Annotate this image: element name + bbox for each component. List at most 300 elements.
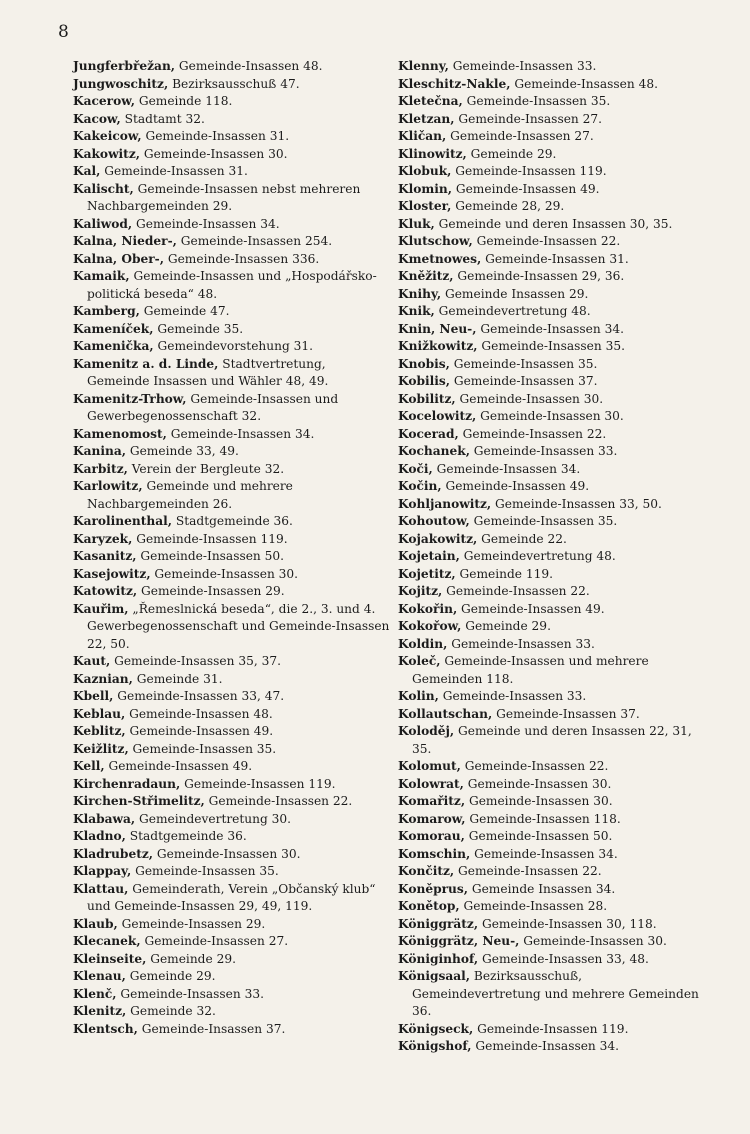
entry-headword: Kobilis, <box>398 374 450 388</box>
entry-detail: Gemeinde-Insassen 37. <box>492 706 640 721</box>
index-entry <box>398 408 708 426</box>
entry-headword: Kalna, Nieder-, <box>73 234 177 248</box>
entry-headword: Knobis, <box>398 356 450 371</box>
entry-headword: Kletečna, <box>398 94 463 108</box>
index-entry <box>398 443 708 461</box>
entry-headword: Klutschow, <box>398 234 473 248</box>
entry-headword: Kladno, <box>73 829 126 843</box>
entry-headword: Kochanek, <box>398 444 470 458</box>
entry-headword: Kacow, <box>73 111 121 126</box>
index-entry <box>398 828 708 846</box>
entry-detail: Gemeinde-Insassen 48. <box>125 706 273 721</box>
entry-headword: Kleschitz-Nakle, <box>398 76 511 91</box>
entry-detail: Gemeinde-Insassen 22. <box>460 759 609 773</box>
entry-headword: Klinowitz, <box>398 146 467 161</box>
entry-detail: Gemeinde 119. <box>455 566 554 581</box>
entry-headword: Kirchenradaun, <box>73 776 181 791</box>
entry-headword: Kočin, <box>398 479 442 493</box>
entry-detail: Gemeinde-Insassen 34. <box>476 321 624 336</box>
entry-detail: Gemeinde-Insassen 33. <box>116 986 264 1001</box>
entry-detail: Gemeinde 32. <box>126 1004 216 1018</box>
entry-headword: Koněprus, <box>398 881 468 896</box>
entry-headword: Koldin, <box>398 636 448 651</box>
index-entry <box>398 968 708 1021</box>
entry-headword: Komschin, <box>398 846 471 861</box>
entry-detail: Gemeinde-Insassen 34. <box>470 846 618 861</box>
index-entry <box>73 461 391 479</box>
entry-headword: Kell, <box>73 759 105 773</box>
index-entry <box>398 706 708 724</box>
entry-detail: Gemeinde-Insassen 29, 36. <box>453 269 625 283</box>
entry-headword: Klecanek, <box>73 934 141 948</box>
entry-detail: Gemeinde-Insassen 30. <box>519 934 667 948</box>
entry-detail: Gemeinde 22. <box>477 531 567 546</box>
entry-detail: Gemeinde 29. <box>146 951 236 966</box>
index-entry <box>398 951 708 969</box>
entry-headword: Kocelowitz, <box>398 409 477 423</box>
entry-headword: Keblitz, <box>73 724 126 738</box>
entry-headword: Kletzan, <box>398 111 455 126</box>
entry-headword: Kohljanowitz, <box>398 496 492 511</box>
entry-headword: Königshof, <box>398 1039 472 1053</box>
entry-detail: Gemeinde-Insassen 30. <box>150 566 299 581</box>
entry-detail: Gemeinde-Insassen 49. <box>125 724 274 738</box>
entry-detail: Stadtgemeinde 36. <box>172 514 293 528</box>
entry-headword: Koleč, <box>398 654 441 668</box>
entry-headword: Kličan, <box>398 129 447 143</box>
entry-detail: Gemeinde-Insassen 30. <box>465 794 613 808</box>
entry-headword: Končitz, <box>398 864 455 878</box>
entry-detail: Gemeinde-Insassen 30. <box>463 776 612 791</box>
index-entry <box>398 566 708 584</box>
index-entry <box>73 583 391 601</box>
index-entry <box>73 741 391 759</box>
index-entry <box>398 496 708 514</box>
entry-detail: Stadtamt 32. <box>120 111 205 126</box>
index-entry <box>73 776 391 794</box>
index-entry <box>73 303 391 321</box>
index-entry <box>73 916 391 934</box>
entry-detail: Gemeinde 118. <box>134 94 233 108</box>
entry-headword: Klenč, <box>73 986 117 1001</box>
index-entry <box>73 828 391 846</box>
entry-headword: Kaliwod, <box>73 216 133 231</box>
entry-detail: Gemeinde-Insassen 118. <box>465 811 621 826</box>
entry-detail: Gemeinde-Insassen 22. <box>442 584 590 598</box>
entry-detail: Gemeinde-Insassen 33. <box>448 59 597 73</box>
page-number: 8 <box>58 22 69 42</box>
index-entry <box>73 338 391 356</box>
entry-detail: Gemeinde-Insassen 35. <box>131 864 279 878</box>
entry-detail: Bezirksausschuß, Gemeindevertretung und mehrere Gemeinden 36. <box>412 969 699 1018</box>
entry-headword: Kasanitz, <box>73 549 137 563</box>
entry-headword: Kokořin, <box>398 601 458 616</box>
entry-detail: Gemeinde-Insassen 33, 50. <box>491 496 662 511</box>
index-entry <box>398 461 708 479</box>
entry-headword: Klentsch, <box>73 1021 138 1036</box>
entry-detail: Gemeinde-Insassen 22. <box>454 864 602 878</box>
index-entry <box>73 391 391 426</box>
entry-detail: Gemeinde-Insassen 119. <box>473 1021 629 1036</box>
index-entry <box>73 846 391 864</box>
entry-headword: Kojetitz, <box>398 566 456 581</box>
index-entry <box>398 811 708 829</box>
index-entry <box>398 198 708 216</box>
entry-detail: Gemeinde-Insassen 35, 37. <box>110 654 281 668</box>
entry-detail: Gemeinde Insassen 34. <box>467 881 616 896</box>
entry-headword: Knižkowitz, <box>398 339 478 353</box>
entry-detail: Gemeindevorstehung 31. <box>153 339 314 353</box>
index-entry <box>73 671 391 689</box>
entry-headword: Kamenitz-Trhow, <box>73 391 187 406</box>
entry-detail: Gemeinde-Insassen 22. <box>204 794 353 808</box>
entry-detail: Gemeinde-Insassen 34. <box>166 426 315 441</box>
entry-detail: Stadtgemeinde 36. <box>125 829 247 843</box>
entry-detail: Gemeinde-Insassen 31. <box>481 251 629 266</box>
entry-detail: Gemeinde 33, 49. <box>125 444 239 458</box>
entry-detail: Gemeinde 29. <box>466 146 557 161</box>
entry-headword: Kaznian, <box>73 671 133 686</box>
index-entry <box>73 1003 391 1021</box>
index-entry <box>73 881 391 916</box>
index-entry <box>73 653 391 671</box>
index-entry <box>73 146 391 164</box>
index-entry <box>398 93 708 111</box>
entry-detail: Gemeinde-Insassen 33. <box>447 636 595 651</box>
index-entry <box>73 951 391 969</box>
index-entry <box>73 933 391 951</box>
entry-headword: Kloster, <box>398 199 452 213</box>
index-entry <box>398 898 708 916</box>
index-entry <box>398 1038 708 1056</box>
entry-detail: Gemeinde 31. <box>132 671 223 686</box>
entry-headword: Kojakowitz, <box>398 531 478 546</box>
entry-detail: Gemeinde-Insassen 34. <box>432 461 581 476</box>
entry-detail: Gemeinde-Insassen 30. <box>153 846 301 861</box>
entry-headword: Kojitz, <box>398 584 443 598</box>
entry-headword: Kolin, <box>398 689 439 703</box>
index-entry <box>73 548 391 566</box>
entry-detail: Gemeinde-Insassen und mehrere Gemeinden 118. <box>412 654 649 686</box>
entry-detail: Gemeinde-Insassen 33, 47. <box>113 689 285 703</box>
index-entry <box>73 181 391 216</box>
index-entry <box>73 268 391 303</box>
entry-headword: Karbitz, <box>73 461 128 476</box>
index-entry <box>73 1021 391 1039</box>
entry-headword: Karyzek, <box>73 531 133 546</box>
entry-headword: Kojetain, <box>398 549 460 563</box>
entry-detail: Gemeinde-Insassen 28. <box>459 899 608 913</box>
index-entry <box>398 373 708 391</box>
index-entry <box>73 793 391 811</box>
entry-headword: Karolinenthal, <box>73 514 173 528</box>
index-entry <box>398 303 708 321</box>
entry-headword: Kasejowitz, <box>73 566 151 581</box>
entry-detail: Gemeinde-Insassen 119. <box>451 164 607 178</box>
index-column-right <box>398 58 708 1056</box>
entry-headword: Kbell, <box>73 689 114 703</box>
entry-detail: Gemeindevertretung 48. <box>459 549 616 563</box>
entry-detail: Gemeindevertretung 48. <box>434 304 591 318</box>
entry-detail: Gemeinde 47. <box>139 304 230 318</box>
entry-detail: Gemeinde-Insassen 27. <box>454 111 603 126</box>
entry-detail: Gemeinde-Insassen 30. <box>455 391 604 406</box>
entry-detail: Gemeinderath, Verein „Občanský klub“ und Gemeinde-Insassen 29, 49, 119. <box>87 881 376 913</box>
index-entry <box>398 128 708 146</box>
entry-detail: Stadtvertretung, Gemeinde Insassen und Wähler 48, 49. <box>87 356 329 388</box>
entry-headword: Komarow, <box>398 811 466 826</box>
index-entry <box>398 723 708 758</box>
index-entry <box>73 513 391 531</box>
entry-headword: Kamaik, <box>73 269 130 283</box>
index-entry <box>73 128 391 146</box>
entry-headword: Jungferbřežan, <box>73 59 176 73</box>
index-entry <box>73 531 391 549</box>
entry-detail: „Řemeslnická beseda“, die 2., 3. und 4. Gewerbegenossenschaft und Gemeinde-Insassen 22, 50. <box>87 601 390 651</box>
entry-detail: Gemeinde-Insassen 37. <box>137 1021 286 1036</box>
index-entry <box>398 163 708 181</box>
entry-headword: Klenitz, <box>73 1004 127 1018</box>
entry-headword: Komorau, <box>398 829 465 843</box>
entry-headword: Koloděj, <box>398 724 455 738</box>
entry-headword: Kalischt, <box>73 181 134 196</box>
entry-detail: Gemeinde-Insassen nebst mehreren Nachbargemeinden 29. <box>87 181 361 213</box>
index-entry <box>73 76 391 94</box>
entry-detail: Gemeinde-Insassen 29. <box>117 916 266 931</box>
entry-detail: Gemeinde-Insassen 48. <box>510 76 658 91</box>
entry-headword: Jungwoschitz, <box>73 76 169 91</box>
index-entry <box>398 146 708 164</box>
index-entry <box>398 321 708 339</box>
index-entry <box>73 443 391 461</box>
index-entry <box>73 566 391 584</box>
entry-headword: Kirchen-Střimelitz, <box>73 794 205 808</box>
entry-detail: Gemeinde-Insassen 336. <box>163 251 320 266</box>
index-entry <box>73 758 391 776</box>
index-entry <box>398 268 708 286</box>
entry-headword: Königseck, <box>398 1021 474 1036</box>
index-entry <box>398 636 708 654</box>
entry-detail: Gemeinde-Insassen 34. <box>471 1039 620 1053</box>
entry-headword: Königinhof, <box>398 951 479 966</box>
entry-headword: Kollautschan, <box>398 706 493 721</box>
index-entry <box>398 863 708 881</box>
entry-headword: Kamenomost, <box>73 426 167 441</box>
entry-detail: Gemeinde-Insassen 119. <box>180 776 336 791</box>
index-entry <box>398 356 708 374</box>
index-entry <box>398 548 708 566</box>
entry-detail: Gemeinde-Insassen 49. <box>104 759 253 773</box>
entry-headword: Klappay, <box>73 864 132 878</box>
entry-headword: Klenny, <box>398 59 449 73</box>
entry-headword: Klenau, <box>73 969 126 983</box>
entry-headword: Knin, Neu-, <box>398 321 477 336</box>
index-entry <box>398 653 708 688</box>
index-entry <box>398 216 708 234</box>
entry-detail: Gemeinde-Insassen 30, 118. <box>478 916 657 931</box>
entry-detail: Gemeinde-Insassen 22. <box>472 234 621 248</box>
entry-detail: Gemeinde-Insassen 49. <box>457 601 605 616</box>
index-entry <box>398 233 708 251</box>
entry-headword: Kaut, <box>73 654 111 668</box>
entry-headword: Kakowitz, <box>73 146 140 161</box>
index-entry <box>73 478 391 513</box>
entry-detail: Gemeinde und deren Insassen 30, 35. <box>434 216 673 231</box>
entry-headword: Koči, <box>398 461 433 476</box>
entry-headword: Kameníček, <box>73 321 154 336</box>
index-entry <box>73 356 391 391</box>
index-entry <box>398 793 708 811</box>
entry-detail: Gemeinde-Insassen 30. <box>476 409 624 423</box>
entry-detail: Gemeinde-Insassen 33, 48. <box>478 951 649 966</box>
entry-headword: Komařitz, <box>398 794 466 808</box>
entry-headword: Kocerad, <box>398 426 459 441</box>
entry-detail: Gemeinde-Insassen 35. <box>469 514 618 528</box>
entry-detail: Gemeinde-Insassen und Gewerbegenossenschaft 32. <box>87 391 339 423</box>
index-entry <box>398 76 708 94</box>
index-entry <box>398 583 708 601</box>
entry-headword: Kacerow, <box>73 94 135 108</box>
entry-headword: Klabawa, <box>73 811 136 826</box>
entry-detail: Gemeinde-Insassen 35. <box>128 741 277 756</box>
entry-headword: Klattau, <box>73 881 129 896</box>
entry-headword: Keblau, <box>73 706 126 721</box>
entry-detail: Gemeinde-Insassen 30. <box>139 146 288 161</box>
index-entry <box>73 58 391 76</box>
entry-headword: Kakeicow, <box>73 129 142 143</box>
index-entry <box>398 688 708 706</box>
entry-headword: Kal, <box>73 164 101 178</box>
index-column-left <box>73 58 391 1038</box>
index-entry <box>398 1021 708 1039</box>
entry-detail: Gemeinde-Insassen 37. <box>449 374 598 388</box>
entry-detail: Gemeinde-Insassen 35. <box>449 356 598 371</box>
index-entry <box>398 181 708 199</box>
entry-detail: Gemeinde-Insassen 27. <box>446 129 594 143</box>
entry-headword: Kamenitz a. d. Linde, <box>73 356 219 371</box>
entry-headword: Kladrubetz, <box>73 846 153 861</box>
index-entry <box>73 986 391 1004</box>
entry-detail: Gemeinde 29. <box>461 619 551 633</box>
index-entry <box>398 478 708 496</box>
entry-detail: Gemeinde-Insassen 35. <box>462 94 611 108</box>
entry-detail: Verein der Bergleute 32. <box>127 461 285 476</box>
entry-detail: Gemeinde-Insassen 50. <box>464 829 613 843</box>
entry-detail: Gemeinde 35. <box>153 321 244 336</box>
index-entry <box>73 706 391 724</box>
index-entry <box>398 618 708 636</box>
entry-detail: Gemeinde-Insassen 119. <box>132 531 288 546</box>
entry-detail: Gemeinde-Insassen 29. <box>137 584 285 598</box>
entry-headword: Klomin, <box>398 181 452 196</box>
entry-detail: Gemeindevertretung 30. <box>135 811 292 826</box>
entry-headword: Kanina, <box>73 444 126 458</box>
entry-headword: Kluk, <box>398 216 435 231</box>
index-entry <box>73 216 391 234</box>
entry-headword: Klaub, <box>73 916 118 931</box>
index-entry <box>398 776 708 794</box>
entry-headword: Kamenička, <box>73 339 154 353</box>
index-entry <box>73 426 391 444</box>
entry-headword: Kalna, Ober-, <box>73 251 164 266</box>
index-entry <box>73 111 391 129</box>
entry-headword: Kamberg, <box>73 304 140 318</box>
index-entry <box>398 758 708 776</box>
entry-headword: Kmetnowes, <box>398 251 482 266</box>
entry-headword: Knik, <box>398 304 435 318</box>
index-entry <box>398 531 708 549</box>
entry-detail: Gemeinde-Insassen 49. <box>441 479 590 493</box>
index-entry <box>73 321 391 339</box>
index-entry <box>73 968 391 986</box>
entry-detail: Gemeinde-Insassen 34. <box>132 216 280 231</box>
index-entry <box>398 601 708 619</box>
entry-headword: Klobuk, <box>398 164 452 178</box>
entry-headword: Kolomut, <box>398 759 461 773</box>
entry-headword: Kauřim, <box>73 601 129 616</box>
entry-detail: Gemeinde Insassen 29. <box>441 286 589 301</box>
entry-detail: Gemeinde und mehrere Nachbargemeinden 26. <box>87 479 293 511</box>
index-entry <box>73 863 391 881</box>
index-entry <box>73 251 391 269</box>
entry-headword: Kolowrat, <box>398 776 464 791</box>
entry-headword: Keižlitz, <box>73 741 129 756</box>
entry-detail: Gemeinde-Insassen 35. <box>477 339 625 353</box>
index-entry <box>398 391 708 409</box>
index-entry <box>398 338 708 356</box>
entry-detail: Gemeinde-Insassen 31. <box>100 164 248 178</box>
index-entry <box>73 233 391 251</box>
entry-headword: Kleinseite, <box>73 951 147 966</box>
index-entry <box>398 286 708 304</box>
index-entry <box>73 601 391 654</box>
entry-headword: Kobilitz, <box>398 391 456 406</box>
entry-headword: Königsaal, <box>398 969 470 983</box>
index-entry <box>398 111 708 129</box>
entry-headword: Konětop, <box>398 899 460 913</box>
index-entry <box>398 513 708 531</box>
index-entry <box>398 933 708 951</box>
index-entry <box>398 881 708 899</box>
entry-detail: Gemeinde und deren Insassen 22, 31, 35. <box>412 724 692 756</box>
entry-detail: Gemeinde-Insassen 254. <box>176 234 333 248</box>
entry-detail: Gemeinde 28, 29. <box>451 199 565 213</box>
index-entry <box>398 846 708 864</box>
entry-headword: Kokořow, <box>398 619 462 633</box>
entry-headword: Königgrätz, <box>398 916 479 931</box>
entry-detail: Gemeinde-Insassen und „Hospodářsko-politická beseda“ 48. <box>87 269 377 301</box>
entry-headword: Kohoutow, <box>398 514 470 528</box>
index-entry <box>73 811 391 829</box>
entry-detail: Gemeinde-Insassen 33. <box>469 444 618 458</box>
entry-headword: Königgrätz, Neu-, <box>398 934 520 948</box>
index-entry <box>73 163 391 181</box>
entry-headword: Karlowitz, <box>73 479 143 493</box>
entry-detail: Gemeinde-Insassen 27. <box>140 934 289 948</box>
entry-detail: Bezirksausschuß 47. <box>168 76 300 91</box>
entry-detail: Gemeinde-Insassen 33. <box>438 689 587 703</box>
entry-detail: Gemeinde 29. <box>125 969 216 983</box>
entry-detail: Gemeinde-Insassen 31. <box>141 129 290 143</box>
index-entry <box>398 58 708 76</box>
entry-detail: Gemeinde-Insassen 50. <box>136 549 285 563</box>
index-entry <box>398 916 708 934</box>
entry-headword: Katowitz, <box>73 584 138 598</box>
index-entry <box>398 251 708 269</box>
entry-detail: Gemeinde-Insassen 22. <box>458 426 607 441</box>
entry-headword: Kněžitz, <box>398 269 454 283</box>
index-entry <box>73 723 391 741</box>
